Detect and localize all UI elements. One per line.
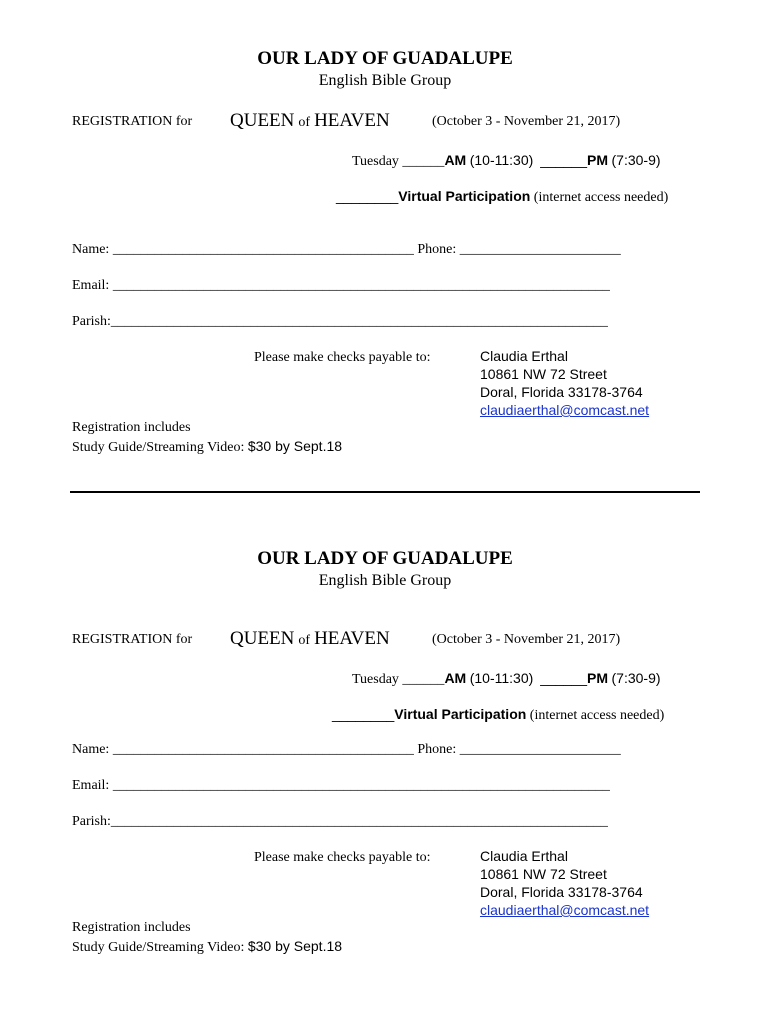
- virtual-option: [336, 188, 668, 206]
- email-row: [72, 778, 610, 794]
- pm-blank[interactable]: ______: [540, 670, 587, 686]
- name-field[interactable]: ___________________________________________: [112, 742, 414, 757]
- payee-address-line2: Doral, Florida 33178-3764: [480, 884, 643, 900]
- phone-label: Phone:: [417, 742, 457, 757]
- payee-name: Claudia Erthal: [480, 348, 568, 364]
- name-field[interactable]: ___________________________________________: [112, 242, 414, 257]
- study-title: [230, 628, 390, 650]
- checks-payable-label: Please make checks payable to:: [254, 850, 431, 865]
- payee-email-link[interactable]: claudiaerthal@comcast.net: [480, 402, 650, 418]
- registration-form-1: [0, 0, 770, 500]
- payee-address-line2: Doral, Florida 33178-3764: [480, 384, 643, 400]
- form-title: OUR LADY OF GUADALUPE: [257, 548, 513, 569]
- tuesday-am-blank[interactable]: Tuesday ______: [352, 672, 445, 687]
- parish-label: Parish:: [72, 814, 111, 829]
- form-title: OUR LADY OF GUADALUPE: [257, 48, 513, 69]
- pm-blank[interactable]: ______: [540, 152, 587, 168]
- email-field[interactable]: _______________________________________________________________________: [112, 778, 610, 793]
- pm-label: PM: [587, 670, 608, 686]
- session-options: [352, 670, 661, 688]
- registration-label: REGISTRATION for: [72, 632, 193, 647]
- phone-label: Phone:: [417, 242, 457, 257]
- tuesday-am-blank[interactable]: Tuesday ______: [352, 154, 445, 169]
- parish-row: [72, 814, 608, 830]
- am-time: (10-11:30): [469, 670, 534, 686]
- parish-row: [72, 314, 608, 330]
- payee-address-line1: 10861 NW 72 Street: [480, 866, 607, 882]
- phone-field[interactable]: _______________________: [459, 242, 621, 257]
- virtual-option: [332, 706, 664, 724]
- study-title-of: of: [298, 115, 311, 130]
- registration-includes: Registration includes: [72, 920, 191, 935]
- study-title-part2: HEAVEN: [314, 110, 390, 131]
- name-row: [72, 242, 621, 258]
- study-title: [230, 110, 390, 132]
- registration-form-2: [0, 500, 770, 1000]
- price: $30 by Sept.18: [247, 938, 343, 954]
- email-field[interactable]: _______________________________________________________________________: [112, 278, 610, 293]
- study-guide-label: Study Guide/Streaming Video:: [72, 440, 245, 455]
- email-label: Email:: [72, 278, 110, 293]
- parish-field[interactable]: _______________________________________________________________________: [110, 814, 608, 829]
- study-guide-label: Study Guide/Streaming Video:: [72, 940, 245, 955]
- parish-label: Parish:: [72, 314, 111, 329]
- payee-address-line1: 10861 NW 72 Street: [480, 366, 607, 382]
- name-row: [72, 742, 621, 758]
- study-dates: (October 3 - November 21, 2017): [432, 632, 621, 647]
- pm-label: PM: [587, 152, 608, 168]
- email-label: Email:: [72, 778, 110, 793]
- am-label: AM: [444, 670, 467, 686]
- phone-field[interactable]: _______________________: [459, 742, 621, 757]
- virtual-note: (internet access needed): [529, 708, 665, 723]
- payee-name: Claudia Erthal: [480, 848, 568, 864]
- parish-field[interactable]: _______________________________________________________________________: [110, 314, 608, 329]
- form-subtitle: English Bible Group: [318, 572, 452, 589]
- study-guide-price: [72, 938, 342, 956]
- cut-line-divider: [70, 491, 700, 493]
- registration-label: REGISTRATION for: [72, 114, 193, 129]
- name-label: Name:: [72, 242, 110, 257]
- virtual-blank[interactable]: ________: [336, 188, 399, 204]
- form-subtitle: English Bible Group: [318, 72, 452, 89]
- pm-time: (7:30-9): [611, 152, 661, 168]
- study-dates: (October 3 - November 21, 2017): [432, 114, 621, 129]
- email-row: [72, 278, 610, 294]
- study-title-part1: QUEEN: [230, 628, 295, 649]
- study-guide-price: [72, 438, 342, 456]
- name-label: Name:: [72, 742, 110, 757]
- virtual-note: (internet access needed): [533, 190, 669, 205]
- virtual-label: Virtual Participation: [398, 188, 531, 204]
- pm-time: (7:30-9): [611, 670, 661, 686]
- am-time: (10-11:30): [469, 152, 534, 168]
- payee-email-link[interactable]: claudiaerthal@comcast.net: [480, 902, 650, 918]
- study-title-of: of: [298, 633, 311, 648]
- price: $30 by Sept.18: [247, 438, 343, 454]
- session-options: [352, 152, 661, 170]
- checks-payable-label: Please make checks payable to:: [254, 350, 431, 365]
- study-title-part1: QUEEN: [230, 110, 295, 131]
- am-label: AM: [444, 152, 467, 168]
- registration-includes: Registration includes: [72, 420, 191, 435]
- virtual-label: Virtual Participation: [394, 706, 527, 722]
- study-title-part2: HEAVEN: [314, 628, 390, 649]
- virtual-blank[interactable]: ________: [332, 706, 395, 722]
